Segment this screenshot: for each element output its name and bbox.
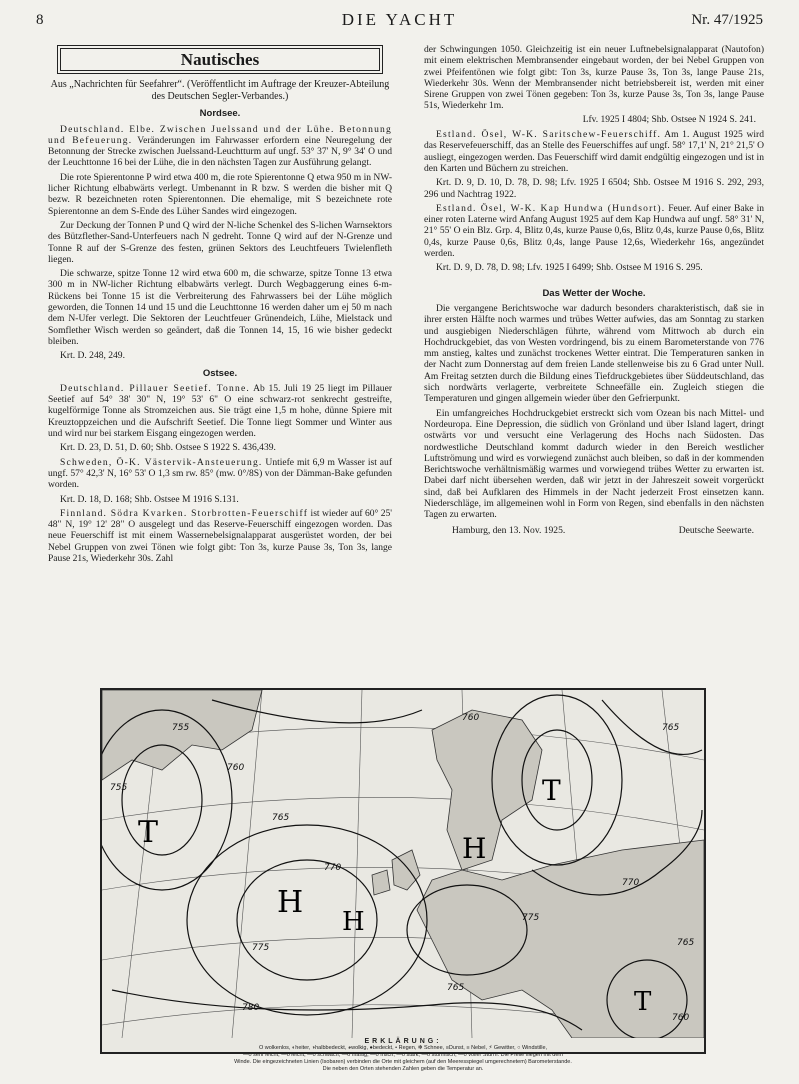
high-pressure-symbol: H <box>342 907 365 937</box>
page-number: 8 <box>36 12 44 28</box>
notice-paragraph <box>48 457 392 491</box>
chart-reference: Krt. D. 18, D. 168; Shb. Ostsee M 1916 S.131. <box>60 493 239 505</box>
isobar-label: 765 <box>662 723 680 733</box>
isobar-label: 780 <box>242 1003 260 1013</box>
isobar-label: 775 <box>252 943 270 953</box>
isobar-label: 760 <box>462 713 480 723</box>
chart-reference: Krt. D. 9, D. 78, D. 98; Lfv. 1925 I 6499; Shb. Ostsee M 1916 S. 295. <box>436 262 703 274</box>
chart-reference: Krt. D. 248, 249. <box>60 350 125 362</box>
notice-location: Deutschland. Pillauer Seetief. Tonne. <box>60 382 251 394</box>
notice-text: ist wieder auf 60° 25' 48" N, 19° 12' 28" O ausgelegt und das Reserve-Feuerschiff eingezogen worden. Das neue Feuerschiff ist mit einem Wassernebelsignalapparat ausgerüstet worden, der bei Nebel Gruppen von zwei Tönen wie folgt gibt: Ton 3s, kurze Pause 3s, Ton 3s, lange Pause 21s, Wiederkehr 30s. Zahl <box>48 507 392 564</box>
left-column <box>48 44 392 567</box>
sign-place-date: Hamburg, den 13. Nov. 1925. <box>452 524 566 536</box>
notice-text: Ab 15. Juli 19 25 liegt im Pillauer Seetief auf 54° 38' 30" N, 19° 53' 6" O eine schwarz-rot senkrecht gestreifte, kugelförmige Tonne als Stromzeichen aus. Sie trägt eine 1,5 m hohe, dünne Spiere mit Kreuztoppzeichen und die Aufschrift Seetief. Die Tonne liegt Sommer und Winter aus und wird nur bei starkem Eisgang eingezogen werden. <box>48 382 392 440</box>
notice-paragraph: Die schwarze, spitze Tonne 12 wird etwa 600 m, die schwarze, spitze Tonne 13 etwa 300 m in NW-licher Richtung elbabwärts verlegt. Durch Wegbaggerung eines 6-m-Rückens bei Tonne 15 ist die Verbreiterung des Fahrwassers bei der Lühe möglich geworden, die Tonnen 14 und 15 und die Leuchttonne 16 werden daher um ej 50 m nach dem N-Ufer verlegt. Die Sektoren der Leuchtfeuer Grünendeich, Lühe, Mielstack und Somflether Wisch werden so geändert, daß die Tonnen 14, 15, 16 wie bisher gedeckt bleiben. <box>48 268 392 347</box>
subsection-ostsee: Ostsee. <box>202 367 238 379</box>
isobar-label: 755 <box>172 723 190 733</box>
high-pressure-symbol: H <box>462 832 487 865</box>
intro-text: Aus „Nachrichten für Seefahrer“. (Veröffentlicht im Auftrage der Kreuzer-Abteilung des Deutschen Segler-Verbandes.) <box>50 79 390 102</box>
notice-location: Finnland. Södra Kvarken. Storbrotten-Feuerschiff <box>60 507 309 519</box>
notice-paragraph <box>424 129 764 174</box>
isobar-label: 765 <box>272 813 290 823</box>
high-pressure-symbol: H <box>277 885 304 920</box>
weather-map-drawing <box>102 690 704 1038</box>
isobar-label: 775 <box>522 913 540 923</box>
low-pressure-symbol: T <box>542 774 561 807</box>
isobar-label: 760 <box>672 1013 690 1023</box>
weather-paragraph: Die vergangene Berichtswoche war dadurch besonders charakteristisch, daß sie in ihrer ersten Hälfte noch warmes und trübes Wetter aufwies, das am Sonntag zu starken und ausgiebigen Niederschlägen führte, während vom Mittwoch ab durch ein Hochdruckgebiet, das von Westen vordringend, bis zu einem Barometerstande von 776 mm anstieg, kaltes und zunächst trockenes Wetter eintrat. Die Temperaturen sanken in der Nacht zum Donnerstag auf dem freien Lande stellenweise bis zu 6 Grad unter Null. Am Freitag setzten durch die Bildung eines Tiefdruckgebietes über Süddeutschland, das sich nordwärts verlagerte, verbreitete Schneefälle ein. Zugleich stiegen die Temperaturen und gingen allgemein wieder über den Gefrierpunkt. <box>424 302 764 405</box>
notice-paragraph <box>48 383 392 439</box>
notice-text: Veränderungen im Fahrwasser erfordern eine Neuregelung der Betonnung der Strecke zwischen Juelssand-Leuchtturm auf ungf. 53° 37' N, 9° 34' O und der Leuchttonne 16 bei der Lühe, die in den nächsten Tagen zur Ausführung gelangt. <box>48 134 392 169</box>
notice-location: Estland. Ösel, W-K. Kap Hundwa (Hundsort). <box>436 202 666 214</box>
right-column <box>424 44 764 536</box>
notice-paragraph: Zur Deckung der Tonnen P und Q wird der N-liche Schenkel des S-lichen Warnsektors des Bützflether-Sand-Unterfeuers nach N gedreht. Tonne Q wird auf der N-Grenze und Tonne R auf der S-Grenze des festen, grünen Sektors des Leuchtfeuers Twielenfleth liegen. <box>48 219 392 265</box>
weather-map <box>100 688 706 1054</box>
legend-line: O wolkenlos, ◐heiter, ◑halbbedeckt, ◕wolkig, ●bedeckt, • Regen, ✻ Schnee, ≡Dunst, ≡ Nebel, ⚡ Gewitter, ○ Windstille, <box>258 1045 548 1051</box>
notice-paragraph <box>48 508 392 564</box>
low-pressure-symbol: T <box>138 815 159 850</box>
chart-reference: Krt. D. 23, D. 51, D. 60; Shb. Ostsee S 1922 S. 436,439. <box>60 442 276 454</box>
notice-paragraph: der Schwingungen 1050. Gleichzeitig ist ein neuer Luftnebelsignalapparat (Nautofon) mit einem elektrischen Membransender eingebaut worden, der bei Nebel Gruppen von zwei Pfeifentönen wie folgt gibt: Ton 3s, kurze Pause 3s, Ton 3s, lange Pause 21s, Wiederkehr 30s. Wenn der Membransender nicht betriebsbereit ist, werden mit einer Sirene Gruppen von zwei Tönen gegeben: Ton 3s, kurze Pause 3s, Ton 3s, lange Pause 51s, Wiederkehr 1m. <box>424 44 764 112</box>
notice-paragraph <box>48 124 392 169</box>
magazine-title: DIE YACHT <box>341 10 458 29</box>
legend-line: —o sehr leicht, —o leicht, —o schwach, —o mäßig, —o frisch, —o stark, —o stürmisch, —o voller Sturm. Die Pfeile fliegen mit dem <box>242 1052 564 1058</box>
map-landmasses <box>102 690 704 1038</box>
notice-location: Deutschland. Elbe. Zwischen Juelssand und der Lühe. Betonnung und Befeuerung. <box>48 123 392 146</box>
isobar-label: 770 <box>622 878 640 888</box>
issue-number: Nr. 47/1925 <box>691 12 763 28</box>
isobar-label: 760 <box>227 763 245 773</box>
isobar-label: 770 <box>324 863 342 873</box>
notice-location: Schweden, Ö-K. Västervik-Ansteuerung. <box>60 456 263 468</box>
isobar-label: 755 <box>110 783 128 793</box>
weather-title: Das Wetter der Woche. <box>542 287 646 299</box>
section-title-box: Nautisches <box>60 48 380 71</box>
legend-line: Die neben den Orten stehenden Zahlen geben die Temperatur an. <box>322 1066 484 1072</box>
legend-line: Winde. Die eingezeichneten Linien (Isobaren) verbinden die Orte mit gleichem (auf den Meeresspiegel umgerechnetem) Barometerstande. <box>234 1059 572 1065</box>
notice-text: Feuer. Auf einer Bake in einer roten Laterne wird Anfang August 1925 auf dem Kap Hundwa auf ungf. 58° 31' N, 21° 55' O ein Blz. Grp. 4, Blitz 0,4s, kurze Pause 0,6s, Blitz 0,4s, kurze Pause 0,6s, Blitz 0,4s, kurze Pause 0,6s, Blitz 0,4s, lange Pause 12,6s, Wiederkehr 16s, angezündet werden. <box>424 202 764 260</box>
notice-paragraph <box>424 203 764 259</box>
isobar-label: 765 <box>447 983 465 993</box>
signature-line <box>424 525 764 536</box>
map-legend <box>100 1038 706 1073</box>
notice-location: Estland. Ösel, W-K. Saritschew-Feuerschiff. <box>436 129 662 141</box>
isobar-label: 765 <box>677 938 695 948</box>
chart-reference: Lfv. 1925 I 4804; Shb. Ostsee N 1924 S. 241. <box>582 114 756 125</box>
low-pressure-symbol: T <box>634 987 652 1017</box>
notice-text: Am 1. August 1925 wird das Reservefeuerschiff, das an Stelle des Feuerschiffes auf ungf. 58° 17,1' N, 21° 21,5' O ausliegt, eingezogen werden. Das Feuerschiff wird damit endgültig eingezogen und ist in den Karten und Büchern zu streichen. <box>424 129 764 174</box>
chart-reference: Krt. D. 9, D. 10, D. 78, D. 98; Lfv. 1925 I 6504; Shb. Ostsee M 1916 S. 292, 293, 296 und Nachtrag 1922. <box>424 177 764 200</box>
sign-organization: Deutsche Seewarte. <box>678 524 754 536</box>
page-header <box>36 10 763 32</box>
notice-text: Untiefe mit 6,9 m Wasser ist auf ungf. 57° 42,3' N, 16° 53' O 1,3 sm rw. 85° (mw. 0°/8S) von der Dämman-Bake gefunden worden. <box>48 456 392 491</box>
subsection-nordsee: Nordsee. <box>199 108 241 120</box>
weather-paragraph: Ein umfangreiches Hochdruckgebiet erstreckt sich vom Ozean bis nach Mittel- und Nordeuropa. Eine Depression, die südlich von Grönland und über Island lagert, dringt ostwärts vor und versucht eine Verlagerung des Hochs nach Südosten. Das nordwestliche Deutschland kommt dadurch wieder in den Bereich westlicher Luftströmung und wird es vorwiegend zunächst auch bleiben, so daß in der kommenden Berichtswoche verhältnismäßig warmes und vorwiegend trübes Wetter zu erwarten ist. Dabei darf nicht übersehen werden, daß wir jetzt in der Jahreszeit soweit vorgerückt sind, daß bei Aufklaren des Himmels in der Nacht jederzeit Frost einsetzen kann. Niederschläge, im allgemeinen wohl in Form von Regen, sind ebenfalls in den nächsten Tagen zu erwarten. <box>424 407 764 521</box>
notice-paragraph: Die rote Spierentonne P wird etwa 400 m, die rote Spierentonne Q etwa 950 m in NW-licher Richtung elbabwärts verlegt. Umbenannt in R bzw. S werden die bisher mit Q bezw. R bezeichneten roten Spierentonnen. Die ehemalige, mit S bezeichnete rote Spierentonne an dem S-Ende des Lüher Sandes wird eingezogen. <box>48 171 392 217</box>
legend-title: ERKLÄRUNG: <box>364 1038 442 1045</box>
